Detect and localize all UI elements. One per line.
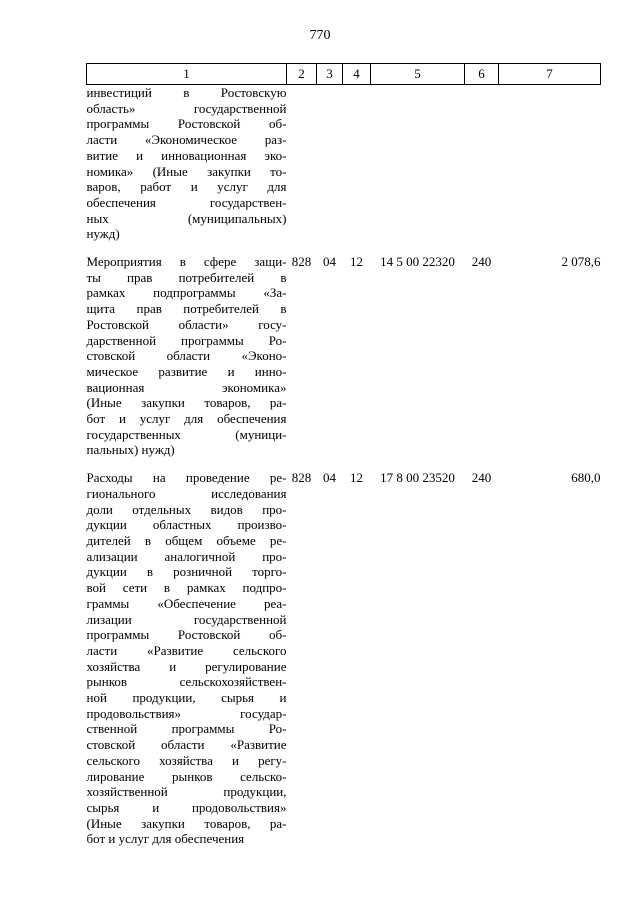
column-header: 1: [87, 64, 287, 85]
description-line: витие и инновационная эко-: [86, 147, 287, 163]
subsection-code-cell: [343, 85, 371, 243]
column-header: 6: [465, 64, 499, 85]
description-line: вой сети в рамках подпро-: [86, 580, 287, 596]
description-line: доли отдельных видов про-: [86, 501, 287, 517]
description-line: бот и услуг для обеспечения: [86, 831, 245, 847]
description-line: варов, работ и услуг для: [86, 179, 287, 195]
description-line: Мероприятия в сфере защи-: [86, 254, 287, 270]
row-description: [87, 85, 287, 243]
description-line: ственной программы Ро-: [86, 721, 287, 737]
description-line: щита прав потребителей в: [86, 301, 287, 317]
description-line: Расходы на проведение ре-: [86, 470, 287, 486]
target-article-cell: 14 5 00 22320: [380, 254, 455, 270]
amount-cell: 2 078,6: [561, 254, 601, 270]
description-line: хозяйства и регулирование: [86, 658, 287, 674]
target-article-cell: 17 8 00 23520: [380, 470, 455, 486]
amount-cell: [499, 85, 601, 243]
budget-table: [86, 63, 601, 847]
description-line: область» государственной: [86, 100, 287, 116]
description-line: нужд): [86, 226, 120, 242]
row-description: [87, 254, 287, 458]
table-row: [87, 254, 601, 458]
description-line: (Иные закупки товаров, ра-: [86, 395, 287, 411]
description-line: ласти «Развитие сельского: [86, 642, 287, 658]
subsection-code-cell: 12: [350, 254, 363, 270]
description-line: Ростовской области» госу-: [86, 316, 287, 332]
expense-type-cell: 240: [471, 470, 492, 486]
description-line: сырья и продовольствия»: [86, 799, 287, 815]
section-code-cell: 04: [323, 470, 336, 486]
ministry-code-cell: 828: [291, 470, 312, 486]
description-line: (Иные закупки товаров, ра-: [86, 815, 287, 831]
section-code-cell: 04: [323, 254, 336, 270]
amount-cell: 680,0: [571, 470, 601, 486]
subsection-code-cell: 12: [350, 470, 363, 486]
description-line: лизации государственной: [86, 611, 287, 627]
description-line: обеспечения государствен-: [86, 194, 287, 210]
description-line: ты прав потребителей в: [86, 269, 287, 285]
description-line: стовской области «Развитие: [86, 737, 287, 753]
description-line: стовской области «Эконо-: [86, 348, 287, 364]
description-line: программы Ростовской об-: [86, 627, 287, 643]
description-line: лирование рынков сельско-: [86, 768, 287, 784]
expense-type-cell: 240: [471, 254, 492, 270]
column-header: 5: [371, 64, 465, 85]
description-line: ных (муниципальных): [86, 210, 287, 226]
ministry-code-cell: 828: [291, 254, 312, 270]
column-header: 4: [343, 64, 371, 85]
description-line: пальных) нужд): [86, 442, 175, 458]
ministry-code-cell: [287, 85, 317, 243]
description-line: сельского хозяйства и регу-: [86, 752, 287, 768]
description-line: дукции областных произво-: [86, 517, 287, 533]
target-article-cell: [371, 85, 465, 243]
description-line: гионального исследования: [86, 485, 287, 501]
description-line: ализации аналогичной про-: [86, 548, 287, 564]
row-spacer: [87, 242, 601, 254]
section-code-cell: [317, 85, 343, 243]
description-line: дарственной программы Ро-: [86, 332, 287, 348]
description-line: номика» (Иные закупки то-: [86, 163, 287, 179]
description-line: инвестиций в Ростовскую: [86, 85, 287, 100]
description-line: рамках подпрограммы «За-: [86, 285, 287, 301]
description-line: программы Ростовской об-: [86, 116, 287, 132]
column-header: 7: [499, 64, 601, 85]
description-line: рынков сельскохозяйствен-: [86, 674, 287, 690]
description-line: ласти «Экономическое раз-: [86, 132, 287, 148]
row-description: [87, 470, 287, 847]
description-line: дукции в розничной торго-: [86, 564, 287, 580]
column-header: 2: [287, 64, 317, 85]
description-line: ной продукции, сырья и: [86, 690, 287, 706]
page-number: 770: [309, 28, 331, 43]
description-line: хозяйственной продукции,: [86, 784, 287, 800]
description-line: продовольствия» государ-: [86, 705, 287, 721]
description-line: государственных (муници-: [86, 426, 287, 442]
row-spacer: [87, 458, 601, 470]
description-line: вационная экономика»: [86, 379, 287, 395]
expense-type-cell: [465, 85, 499, 243]
column-header: 3: [317, 64, 343, 85]
description-line: граммы «Обеспечение реа-: [86, 595, 287, 611]
table-row: [87, 85, 601, 243]
table-row: [87, 470, 601, 847]
column-header-row: [87, 64, 601, 85]
description-line: мическое развитие и инно-: [86, 363, 287, 379]
description-line: бот и услуг для обеспечения: [86, 411, 287, 427]
description-line: дителей в общем объеме ре-: [86, 532, 287, 548]
